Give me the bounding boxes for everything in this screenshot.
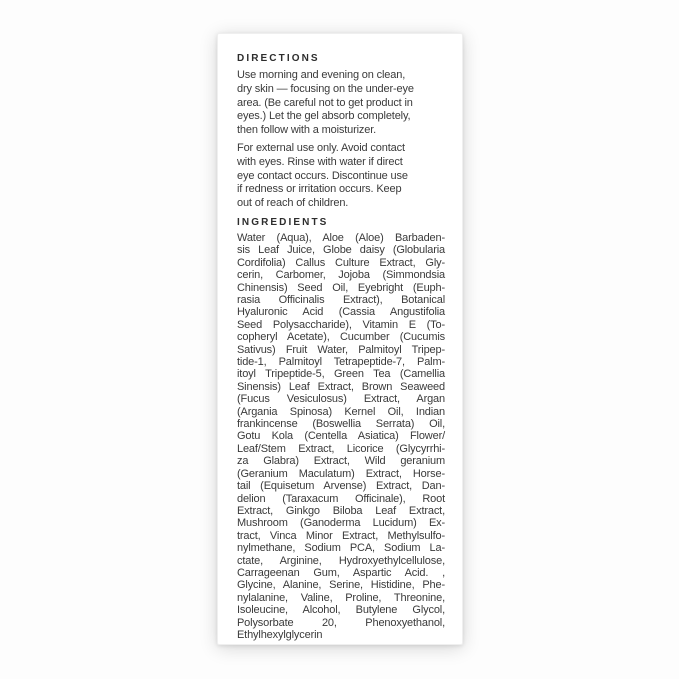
directions-paragraph-1	[237, 69, 445, 138]
directions-line: For external use only. Avoid contact	[237, 141, 405, 154]
ingredients-heading: INGREDIENTS	[237, 216, 329, 228]
ingredients-line: Gotu Kola (Centella Asiatica) Flower/	[237, 430, 445, 443]
ingredients-line: za Glabra) Extract, Wild geranium	[237, 455, 445, 468]
ingredients-line: ctate, Arginine, Hydroxyethylcellulose,	[237, 554, 445, 567]
ingredients-line: frankincense (Boswellia Serrata) Oil,	[237, 418, 445, 431]
ingredients-line: Glycine, Alanine, Serine, Histidine, Phe-	[237, 579, 445, 592]
label-panel	[217, 33, 463, 645]
directions-paragraph-2	[237, 142, 445, 211]
ingredients-line: nylalanine, Valine, Proline, Threonine,	[237, 591, 445, 604]
directions-line: eye contact occurs. Discontinue use	[237, 169, 408, 182]
directions-line: Use morning and evening on clean,	[237, 69, 406, 81]
directions-line: then follow with a moisturizer.	[237, 124, 377, 137]
directions-line: if redness or irritation occurs. Keep	[237, 183, 402, 196]
ingredients-line: Isoleucine, Alcohol, Butylene Glycol,	[237, 604, 445, 617]
ingredients-line: itoyl Tripeptide-5, Green Tea (Camellia	[237, 368, 445, 381]
ingredients-line: cerin, Carbomer, Jojoba (Simmondsia	[237, 269, 445, 282]
directions-heading: DIRECTIONS	[237, 53, 320, 64]
ingredients-line: sis Leaf Juice, Globe daisy (Globularia	[237, 244, 445, 257]
ingredients-line: Water (Aqua), Aloe (Aloe) Barbaden-	[237, 231, 445, 244]
ingredients-line: (Argania Spinosa) Kernel Oil, Indian	[237, 405, 445, 418]
ingredients-line: tail (Equisetum Arvense) Extract, Dan-	[237, 480, 445, 493]
ingredients-line: (Geranium Maculatum) Extract, Horse-	[237, 467, 445, 480]
ingredients-line: tract, Vinca Minor Extract, Methylsulfo-	[237, 529, 445, 542]
ingredients-line: Hyaluronic Acid (Cassia Angustifolia	[237, 306, 445, 319]
ingredients-line: rasia Officinalis Extract), Botanical	[237, 294, 445, 306]
ingredients-line: Carrageenan Gum, Aspartic Acid. ,	[237, 566, 445, 579]
directions-line: eyes.) Let the gel absorb completely,	[237, 110, 411, 123]
directions-line: with eyes. Rinse with water if direct	[237, 155, 403, 168]
ingredients-line: (Fucus Vesiculosus) Extract, Argan	[237, 393, 445, 406]
ingredients-line: Chinensis) Seed Oil, Eyebright (Euph-	[237, 281, 445, 294]
ingredients-list	[237, 232, 445, 641]
ingredients-line: Extract, Ginkgo Biloba Leaf Extract,	[237, 504, 445, 517]
directions-line: dry skin — focusing on the under-eye	[237, 82, 414, 95]
ingredients-line: Ethylhexylglycerin	[237, 628, 323, 641]
ingredients-line: nylmethane, Sodium PCA, Sodium La-	[237, 542, 445, 555]
ingredients-line: tide-1, Palmitoyl Tetrapeptide-7, Palm-	[237, 356, 445, 369]
directions-line: out of reach of children.	[237, 197, 349, 210]
ingredients-line: Cordifolia) Callus Culture Extract, Gly-	[237, 256, 445, 269]
directions-line: area. (Be careful not to get product in	[237, 96, 413, 109]
ingredients-line: copheryl Acetate), Cucumber (Cucumis	[237, 331, 445, 344]
ingredients-line: Mushroom (Ganoderma Lucidum) Ex-	[237, 517, 445, 530]
ingredients-line: Sativus) Fruit Water, Palmitoyl Tripep-	[237, 343, 445, 356]
ingredients-line: Leaf/Stem Extract, Licorice (Glycyrrhi-	[237, 442, 445, 455]
ingredients-line: Polysorbate 20, Phenoxyethanol,	[237, 616, 445, 629]
ingredients-line: delion (Taraxacum Officinale), Root	[237, 492, 445, 505]
ingredients-line: Seed Polysaccharide), Vitamin E (To-	[237, 318, 445, 331]
ingredients-line: Sinensis) Leaf Extract, Brown Seaweed	[237, 380, 445, 393]
